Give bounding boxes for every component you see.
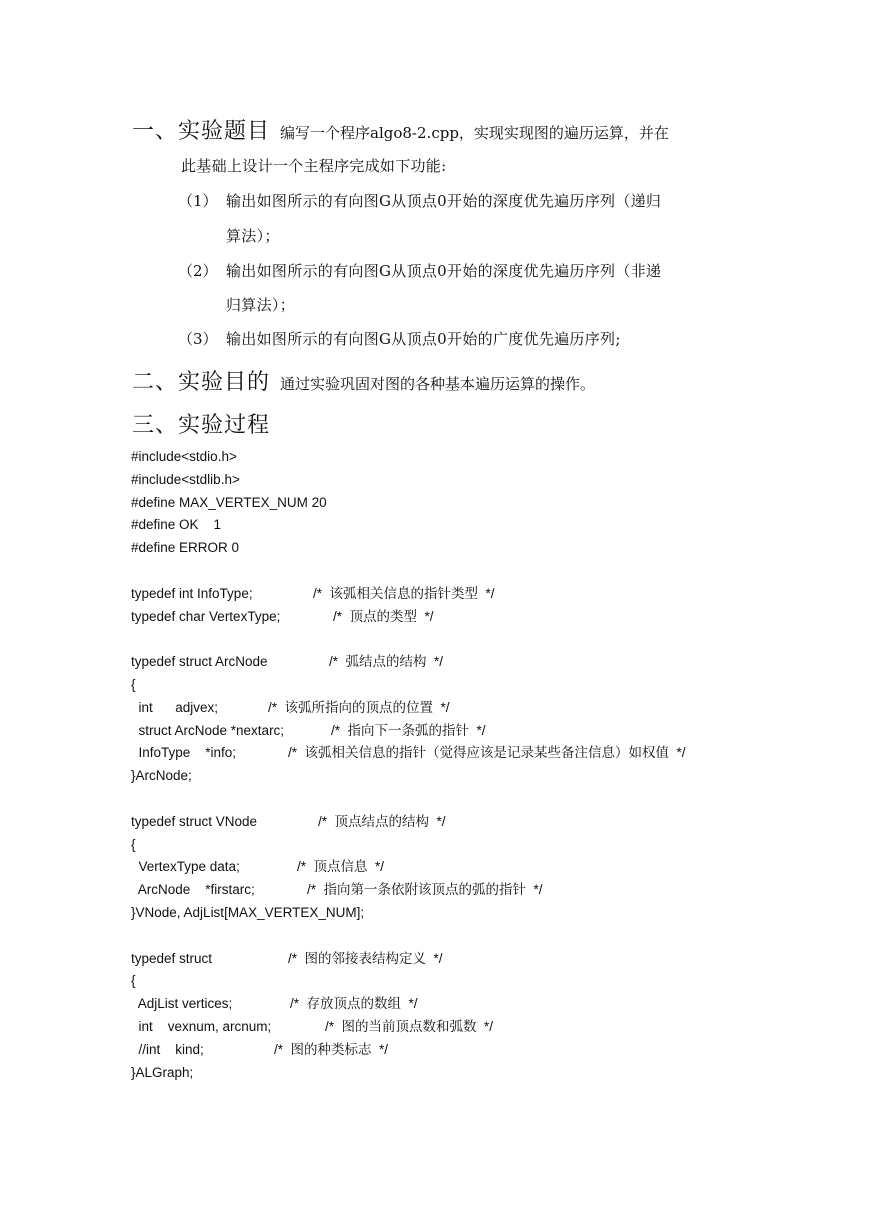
code-line [131, 492, 851, 515]
code-text: { [131, 676, 136, 692]
code-line [131, 583, 851, 606]
code-text: }VNode, AdjList[MAX_VERTEX_NUM]; [131, 904, 365, 920]
code-text: AdjList vertices; [131, 996, 233, 1012]
item-number: （1） [178, 192, 218, 210]
code-line [131, 537, 851, 560]
code-line [131, 674, 851, 697]
code-line [131, 902, 851, 925]
code-comment: /* 该弧相关信息的指针（觉得应该是记录某些备注信息）如权值 */ [288, 745, 686, 761]
code-comment: /* 该弧相关信息的指针类型 */ [313, 585, 495, 601]
code-comment: /* 图的邻接表结构定义 */ [288, 950, 443, 966]
code-text: int vexnum, arcnum; [131, 1018, 272, 1034]
code-text: struct ArcNode *nextarc; [131, 722, 285, 738]
code-line [131, 560, 851, 583]
code-text: #define ERROR 0 [131, 540, 240, 556]
code-text: }ArcNode; [131, 768, 192, 784]
item-number: （2） [178, 262, 218, 280]
code-line [131, 697, 851, 720]
code-line [131, 925, 851, 948]
code-line [131, 469, 851, 492]
code-line [131, 651, 851, 674]
code-line [131, 811, 851, 834]
code-text: typedef int InfoType; [131, 585, 253, 601]
code-text: InfoType *info; [131, 745, 237, 761]
code-line [131, 765, 851, 788]
item-number: （3） [178, 330, 218, 348]
section-heading-1 [132, 114, 669, 145]
section-heading-2 [132, 365, 595, 396]
code-comment: /* 指向第一条依附该顶点的弧的指针 */ [307, 882, 543, 898]
code-line [131, 948, 851, 971]
code-line [131, 1062, 851, 1085]
item-text-cont: 算法）； [226, 227, 280, 245]
code-comment: /* 弧结点的结构 */ [329, 654, 444, 670]
code-text: ArcNode *firstarc; [131, 882, 255, 898]
code-text: #include<stdio.h> [131, 449, 237, 464]
code-line [131, 879, 851, 902]
code-text: int adjvex; [131, 699, 219, 715]
item-text-cont: 归算法）； [226, 296, 296, 314]
code-line [131, 993, 851, 1016]
code-text: typedef struct ArcNode [131, 654, 268, 670]
code-listing [131, 446, 851, 1084]
code-line [131, 514, 851, 537]
code-text: }ALGraph; [131, 1064, 194, 1080]
code-text: typedef struct VNode [131, 813, 258, 829]
code-line [131, 856, 851, 879]
code-text: { [131, 973, 136, 989]
section-text: 通过实验巩固对图的各种基本遍历运算的操作。 [280, 375, 596, 393]
section-text: 编写一个程序algo8-2.cpp，实现实现图的遍历运算，并在 [280, 124, 669, 142]
code-text: { [131, 836, 136, 852]
code-comment: /* 顶点信息 */ [297, 859, 385, 875]
section-label: 三、实验过程 [132, 413, 271, 438]
code-text: typedef struct [131, 950, 213, 966]
code-line [131, 1039, 851, 1062]
item-text: 输出如图所示的有向图G从顶点0开始的深度优先遍历序列（递归 [226, 192, 662, 210]
code-line [131, 628, 851, 651]
code-text: #define OK 1 [131, 517, 222, 533]
code-line [131, 606, 851, 629]
item-text: 输出如图所示的有向图G从顶点0开始的广度优先遍历序列; [226, 330, 621, 348]
code-text: VertexType data; [131, 859, 240, 875]
code-comment: /* 该弧所指向的顶点的位置 */ [268, 699, 450, 715]
code-text: #define MAX_VERTEX_NUM 20 [131, 494, 327, 510]
code-comment: /* 顶点的类型 */ [333, 608, 434, 624]
code-comment: /* 存放顶点的数组 */ [290, 996, 418, 1012]
code-text: typedef char VertexType; [131, 608, 281, 624]
code-comment: /* 图的种类标志 */ [274, 1041, 389, 1057]
code-text: #include<stdlib.h> [131, 471, 240, 487]
code-comment: /* 指向下一条弧的指针 */ [331, 722, 486, 738]
code-line [131, 970, 851, 993]
code-line [131, 1016, 851, 1039]
section-label: 一、实验题目 [132, 119, 271, 144]
code-line [131, 446, 851, 469]
item-text: 输出如图所示的有向图G从顶点0开始的深度优先遍历序列（非递 [226, 262, 662, 280]
section-heading-3 [132, 408, 270, 439]
task-continuation: 此基础上设计一个主程序完成如下功能: [181, 157, 447, 175]
code-line [131, 720, 851, 743]
code-comment: /* 图的当前顶点数和弧数 */ [325, 1018, 494, 1034]
code-comment: /* 顶点结点的结构 */ [318, 813, 446, 829]
code-line [131, 788, 851, 811]
section-label: 二、实验目的 [132, 370, 271, 395]
code-line [131, 742, 851, 765]
code-line [131, 834, 851, 857]
code-text: //int kind; [131, 1041, 204, 1057]
